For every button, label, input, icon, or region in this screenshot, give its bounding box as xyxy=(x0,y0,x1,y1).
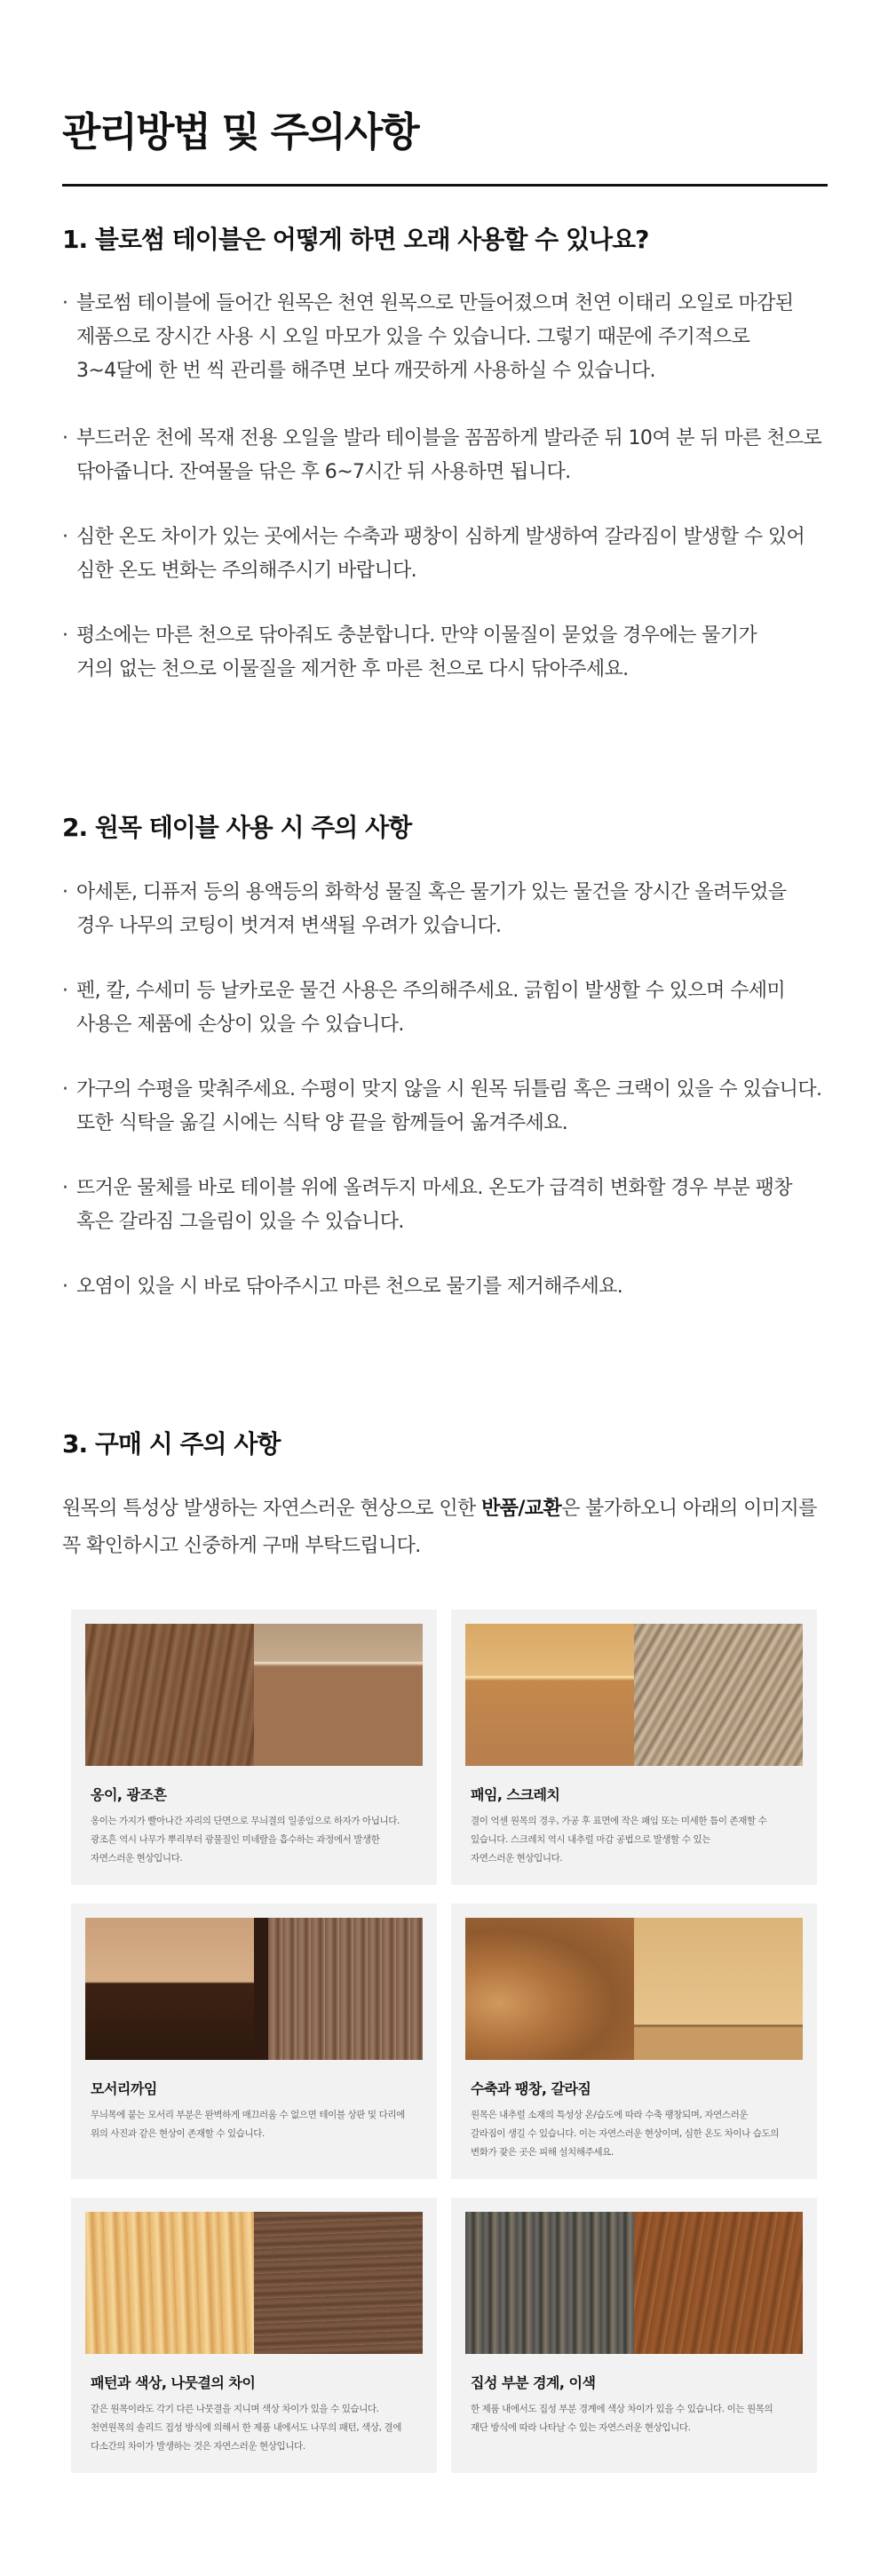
bullet-line: 오염이 있을 시 바로 닦아주시고 마른 천으로 물기를 제거해주세요. xyxy=(76,1276,623,1298)
card-description: 같은 원목이라도 각기 다른 나뭇결을 지니며 색상 차이가 있을 수 있습니다. 천연원목의 솔리드 집성 방식에 의해서 한 제품 내에서도 나무의 패턴, 색상, 결에 다소간의 차이가 발생하는 것은 자연스러운 현상입니다. xyxy=(91,2404,401,2452)
bullet-line: 아세톤, 디퓨저 등의 용액등의 화학성 물질 혹은 물기가 있는 물건을 장시간 올려두었을 xyxy=(76,881,787,903)
title-divider xyxy=(62,184,828,187)
bullet-line: 3~4달에 한 번 씩 관리를 해주면 보다 깨끗하게 사용하실 수 있습니다. xyxy=(76,360,655,382)
bullet-line: 닦아줍니다. 잔여물을 닦은 후 6~7시간 뒤 사용하면 됩니다. xyxy=(76,461,571,483)
section-2-bullet xyxy=(62,876,835,943)
bullet-marker: · xyxy=(62,526,68,548)
notice-emphasis: 반품/교환 xyxy=(481,1498,562,1520)
wood-photo xyxy=(465,1624,803,1766)
page-title: 관리방법 및 주의사항 xyxy=(62,108,418,155)
section-2-bullet xyxy=(62,1073,835,1141)
bullet-marker: · xyxy=(62,1276,68,1298)
bullet-line: 뜨거운 물체를 바로 테이블 위에 올려두지 마세요. 온도가 급격히 변화할 경우 부분 팽창 xyxy=(76,1177,792,1199)
bullet-marker: · xyxy=(62,1078,68,1101)
card-description: 옹이는 가지가 빨아나간 자리의 단면으로 무늬결의 일종임으로 하자가 아닙니다. 광조흔 역시 나무가 뿌리부터 광물질인 미네랄을 흡수하는 과정에서 발생한 자연스러운 현상입니다. xyxy=(91,1816,400,1864)
bullet-line: 심한 온도 차이가 있는 곳에서는 수축과 팽창이 심하게 발생하여 갈라짐이 발생할 수 있어 xyxy=(76,526,805,548)
bullet-line: 부드러운 천에 목재 전용 오일을 발라 테이블을 꼼꼼하게 발라준 뒤 10여 분 뒤 마른 천으로 xyxy=(76,427,822,449)
card-description: 결이 억센 원목의 경우, 가공 후 표면에 작은 패임 또는 미세한 틈이 존재할 수 있습니다. 스크레치 역시 내추럴 마감 공법으로 발생할 수 있는 자연스러운 현상입니다. xyxy=(471,1816,767,1864)
bullet-line: 심한 온도 변화는 주의해주시기 바랍니다. xyxy=(76,560,417,582)
bullet-line: 블로썸 테이블에 들어간 원목은 천연 원목으로 만들어졌으며 천연 이태리 오일로 마감된 xyxy=(76,292,794,314)
wood-characteristic-card xyxy=(451,1610,817,1885)
section-2-bullet xyxy=(62,1172,835,1239)
bullet-line: 제품으로 장시간 사용 시 오일 마모가 있을 수 있습니다. 그렇기 때문에 주기적으로 xyxy=(76,326,750,348)
bullet-line: 경우 나무의 코팅이 벗겨져 변색될 우려가 있습니다. xyxy=(76,915,502,937)
card-title: 옹이, 광조흔 xyxy=(91,1786,167,1803)
bullet-line: 펜, 칼, 수세미 등 날카로운 물건 사용은 주의해주세요. 긁힘이 발생할 수 있으며 수세미 xyxy=(76,980,786,1002)
card-description: 무늬목에 붙는 모서리 부분은 완벽하게 매끄러움 수 없으면 테이블 상판 및 다리에 위의 사진과 같은 현상이 존재할 수 있습니다. xyxy=(91,2110,405,2139)
wood-photo xyxy=(85,1624,423,1766)
bullet-marker: · xyxy=(62,881,68,903)
card-description: 원목은 내추럴 소재의 특성상 온/습도에 따라 수축 팽창되며, 자연스러운 갈라짐이 생길 수 있습니다. 이는 자연스러운 현상이며, 심한 온도 차이나 습도의 변화가 잦은 곳은 피해 설치해주세요. xyxy=(471,2110,780,2158)
section-2-bullet xyxy=(62,1270,835,1304)
bullet-marker: · xyxy=(62,292,68,314)
section-2-heading: 2. 원목 테이블 사용 시 주의 사항 xyxy=(62,813,412,842)
section-1-bullet xyxy=(62,422,835,489)
bullet-marker: · xyxy=(62,980,68,1002)
notice-text: 은 불가하오니 아래의 이미지를 xyxy=(561,1498,817,1520)
card-title: 집성 부분 경계, 이색 xyxy=(471,2374,596,2391)
card-title: 패임, 스크레치 xyxy=(471,1786,560,1803)
bullet-marker: · xyxy=(62,427,68,449)
card-title: 패턴과 색상, 나뭇결의 차이 xyxy=(91,2374,256,2391)
wood-photo xyxy=(465,1918,803,2060)
wood-photo xyxy=(465,2212,803,2354)
bullet-line: 평소에는 마른 천으로 닦아줘도 충분합니다. 만약 이물질이 묻었을 경우에는 물기가 xyxy=(76,624,757,647)
wood-photo xyxy=(85,2212,423,2354)
notice-text: 원목의 특성상 발생하는 자연스러운 현상으로 인한 xyxy=(62,1498,482,1520)
wood-characteristic-card xyxy=(451,1904,817,2179)
wood-characteristic-card xyxy=(71,1610,437,1885)
wood-characteristic-card xyxy=(71,2198,437,2473)
wood-characteristic-card xyxy=(71,1904,437,2179)
wood-photo xyxy=(85,1918,423,2060)
section-2-bullet xyxy=(62,974,835,1042)
bullet-marker: · xyxy=(62,624,68,647)
card-description: 한 제품 내에서도 집성 부분 경계에 색상 차이가 있을 수 있습니다. 이는 원목의 재단 방식에 따라 나타날 수 있는 자연스러운 현상입니다. xyxy=(471,2404,773,2433)
section-1-bullet xyxy=(62,521,835,588)
card-title: 수축과 팽창, 갈라짐 xyxy=(471,2080,591,2097)
purchase-notice xyxy=(62,1491,835,1565)
section-1-heading: 1. 블로썸 테이블은 어떻게 하면 오래 사용할 수 있나요? xyxy=(62,225,649,254)
notice-text: 꼭 확인하시고 신중하게 구매 부탁드립니다. xyxy=(62,1535,421,1557)
bullet-marker: · xyxy=(62,1177,68,1199)
wood-characteristic-card xyxy=(451,2198,817,2473)
bullet-line: 사용은 제품에 손상이 있을 수 있습니다. xyxy=(76,1014,404,1036)
section-3-heading: 3. 구매 시 주의 사항 xyxy=(62,1429,281,1459)
section-1-bullet xyxy=(62,619,835,687)
bullet-line: 혹은 갈라짐 그을림이 있을 수 있습니다. xyxy=(76,1211,404,1233)
section-1-bullet xyxy=(62,287,835,388)
bullet-line: 또한 식탁을 옮길 시에는 식탁 양 끝을 함께들어 옮겨주세요. xyxy=(76,1112,568,1134)
bullet-line: 가구의 수평을 맞춰주세요. 수평이 맞지 않을 시 원목 뒤틀림 혹은 크랙이 있을 수 있습니다. xyxy=(76,1078,822,1101)
bullet-line: 거의 없는 천으로 이물질을 제거한 후 마른 천으로 다시 닦아주세요. xyxy=(76,658,629,680)
card-title: 모서리까임 xyxy=(91,2080,157,2097)
